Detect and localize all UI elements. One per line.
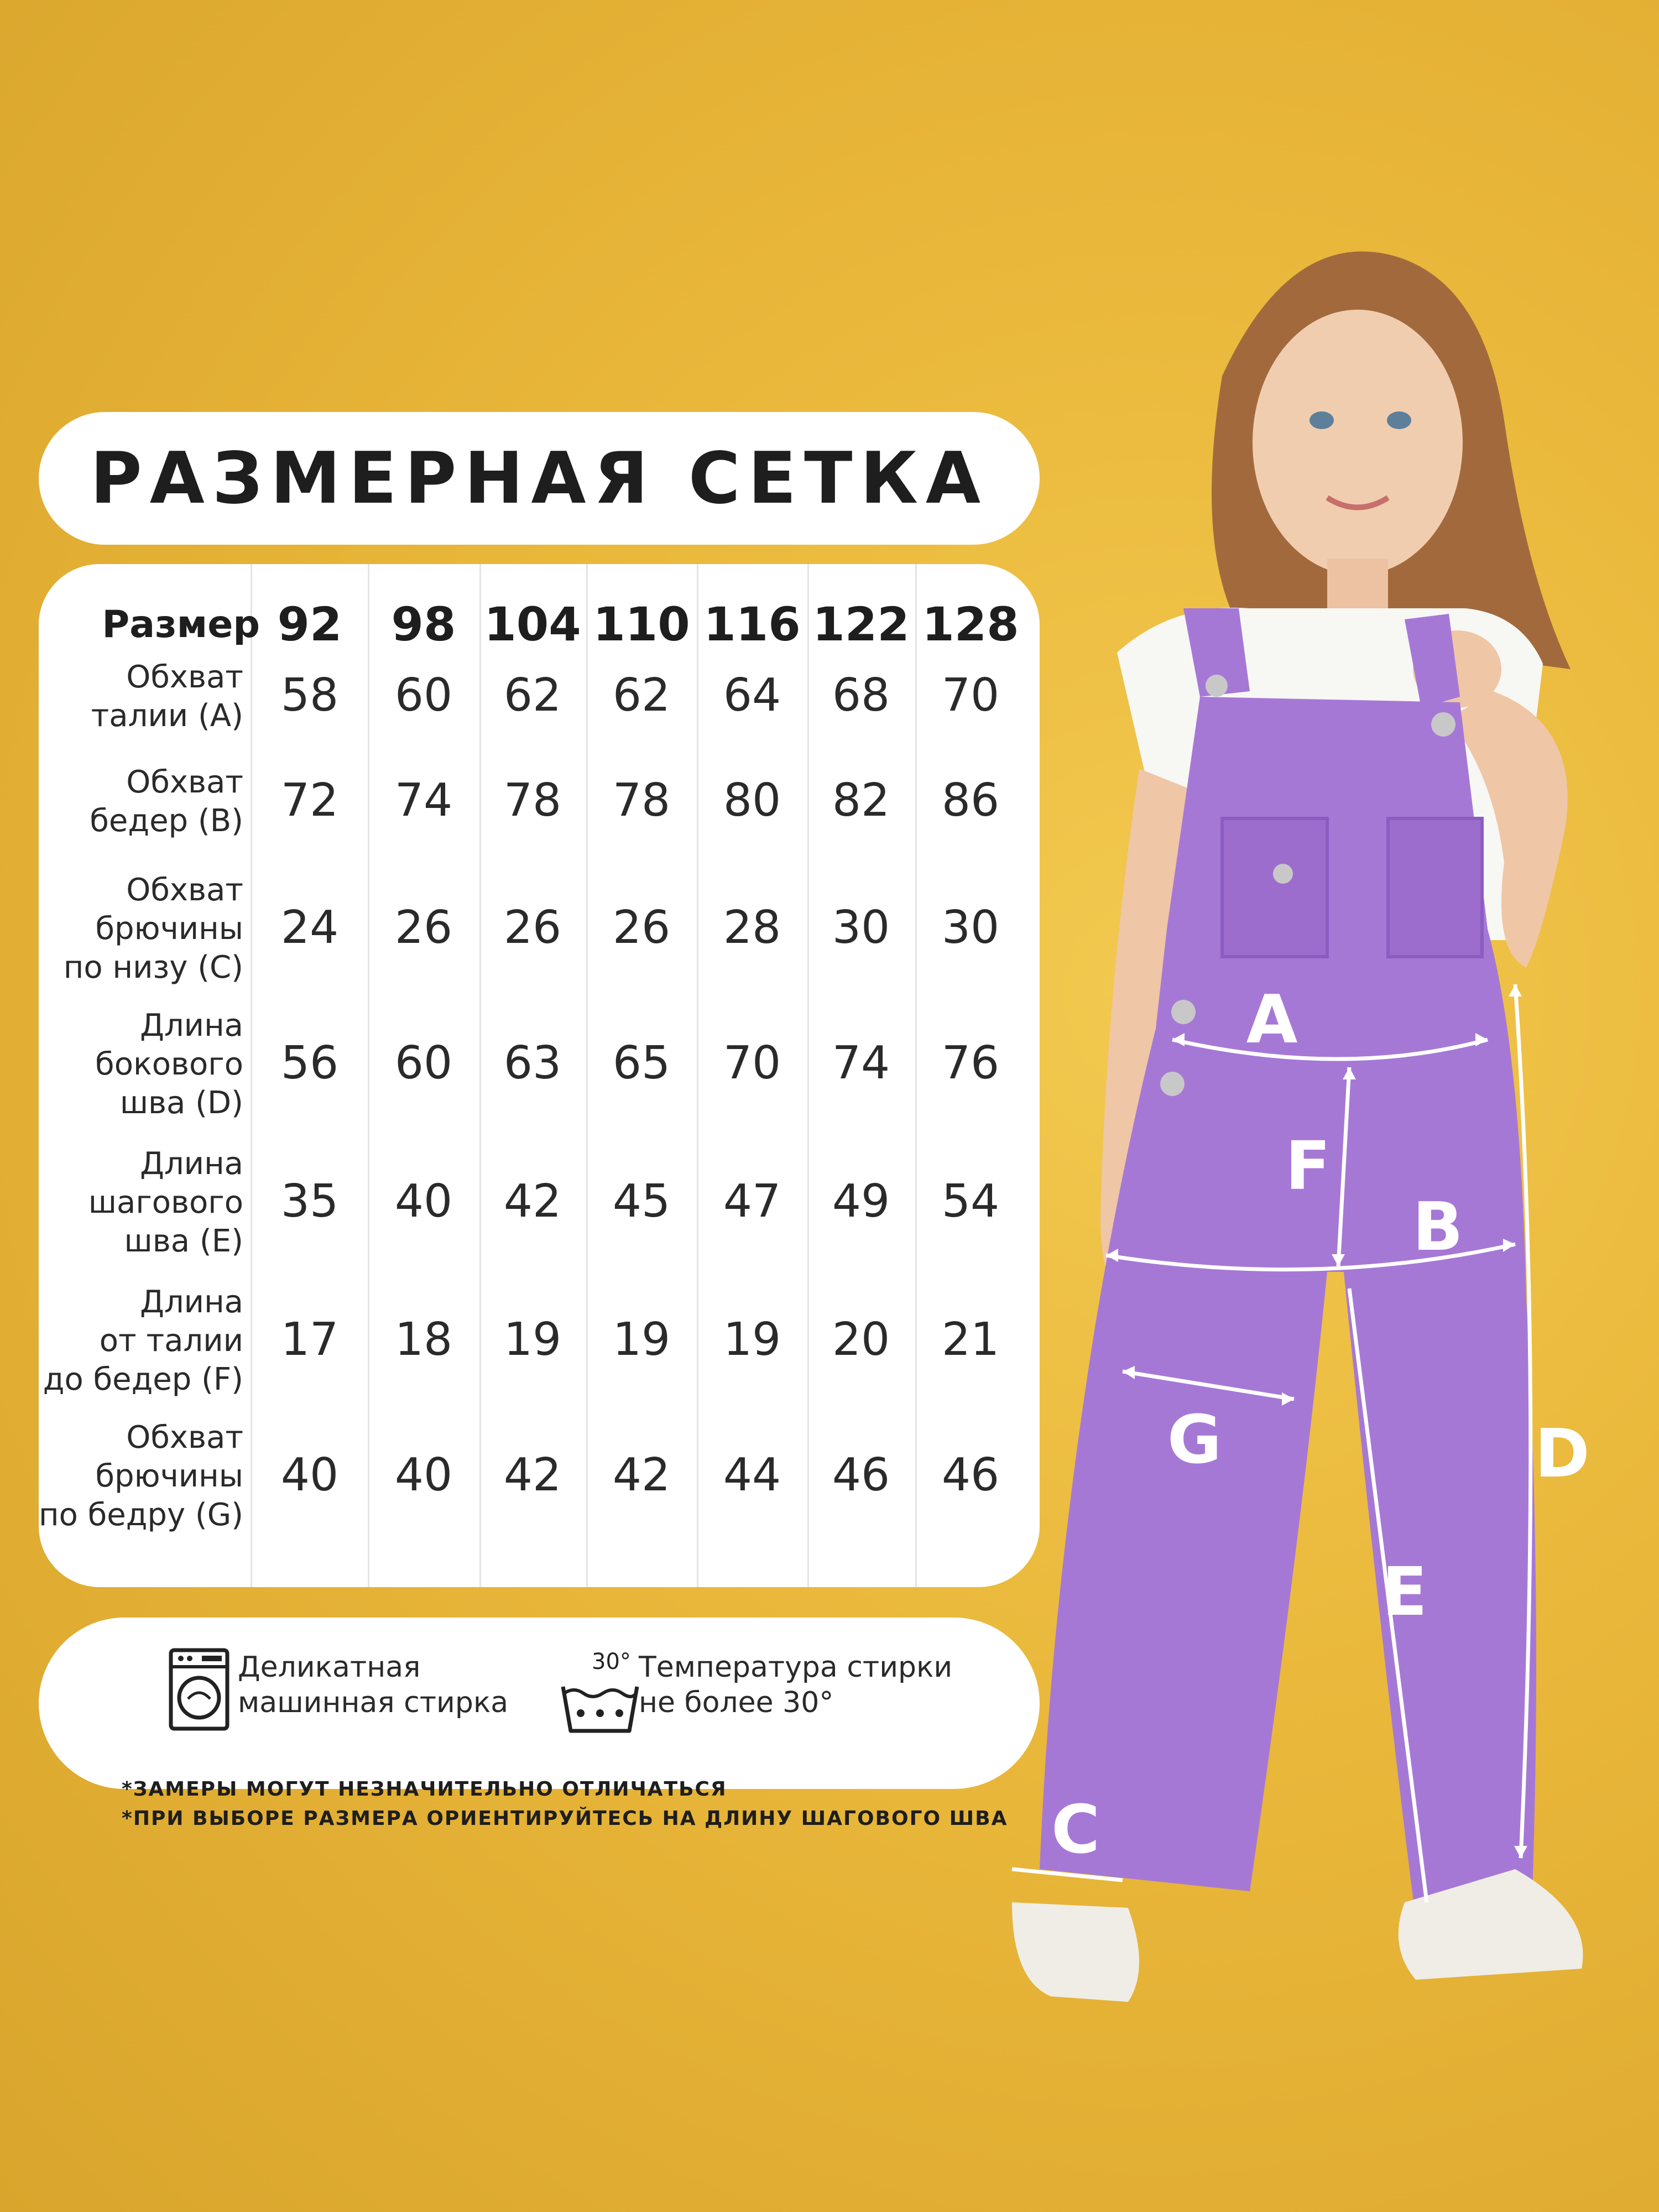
- table-cell: 28: [723, 901, 781, 954]
- table-cell: 63: [503, 1037, 562, 1089]
- table-cell: 49: [832, 1175, 890, 1228]
- table-cell: 60: [394, 669, 453, 722]
- table-cell: 56: [280, 1037, 339, 1089]
- table-cell: 76: [941, 1037, 1000, 1089]
- table-cell: 64: [723, 669, 781, 722]
- table-cell: 24: [280, 901, 339, 954]
- row-label: Обхват брючины по низу (C): [63, 872, 243, 985]
- care-instructions: [39, 1618, 1040, 1789]
- table-cell: 17: [280, 1313, 339, 1366]
- table-cell: 70: [941, 669, 1000, 722]
- letter-c: C: [1051, 1792, 1100, 1869]
- size-header: 104: [484, 597, 581, 651]
- table-cell: 26: [394, 901, 453, 954]
- letter-d: D: [1535, 1416, 1590, 1493]
- row-label: Длина бокового шва (D): [95, 1008, 243, 1121]
- washing-machine-icon: [169, 1648, 229, 1731]
- table-cell: 42: [503, 1175, 562, 1228]
- model-photo: [995, 0, 1659, 2212]
- svg-text:30°: 30°: [592, 1649, 631, 1674]
- table-cell: 78: [503, 774, 562, 827]
- table-cell: 19: [612, 1313, 671, 1366]
- table-cell: 26: [612, 901, 671, 954]
- note-measurements: *ЗАМЕРЫ МОГУТ НЕЗНАЧИТЕЛЬНО ОТЛИЧАТЬСЯ: [122, 1778, 727, 1801]
- size-header: 116: [703, 597, 801, 651]
- temperature-text: Температура стирки не более 30°: [639, 1651, 953, 1719]
- row-label: Обхват талии (A): [91, 659, 243, 734]
- page-title: РАЗМЕРНАЯ СЕТКА: [90, 437, 989, 520]
- table-cell: 46: [941, 1449, 1000, 1501]
- table-cell: 74: [832, 1037, 890, 1089]
- row-label: Обхват бедер (B): [90, 764, 243, 839]
- wash-30-icon: [559, 1642, 641, 1736]
- table-cell: 20: [832, 1313, 890, 1366]
- column-divider: [251, 564, 252, 1587]
- size-table: [39, 564, 1040, 1587]
- table-cell: 72: [280, 774, 339, 827]
- table-cell: 78: [612, 774, 671, 827]
- table-cell: 80: [723, 774, 781, 827]
- table-cell: 18: [394, 1313, 453, 1366]
- size-header-label: Размер: [102, 603, 260, 646]
- table-cell: 74: [394, 774, 453, 827]
- table-cell: 58: [280, 669, 339, 722]
- table-cell: 42: [612, 1449, 671, 1501]
- title-pill: [39, 412, 1040, 545]
- table-cell: 68: [832, 669, 890, 722]
- letter-b: B: [1412, 1189, 1463, 1266]
- row-label: Обхват брючины по бедру (G): [39, 1420, 243, 1533]
- table-cell: 62: [612, 669, 671, 722]
- size-header: 128: [922, 597, 1019, 651]
- table-cell: 46: [832, 1449, 890, 1501]
- size-header: 110: [593, 597, 690, 651]
- note-size-choice: *ПРИ ВЫБОРЕ РАЗМЕРА ОРИЕНТИРУЙТЕСЬ НА ДЛИНУ ШАГОВОГО ШВА: [122, 1807, 1008, 1830]
- table-cell: 35: [280, 1175, 339, 1228]
- letter-a: A: [1246, 982, 1298, 1058]
- table-cell: 40: [394, 1175, 453, 1228]
- table-cell: 44: [723, 1449, 781, 1501]
- table-cell: 54: [941, 1175, 1000, 1228]
- table-cell: 30: [832, 901, 890, 954]
- table-cell: 60: [394, 1037, 453, 1089]
- table-cell: 82: [832, 774, 890, 827]
- table-cell: 40: [394, 1449, 453, 1501]
- letter-f: F: [1285, 1128, 1331, 1205]
- size-header: 122: [812, 597, 910, 651]
- table-cell: 26: [503, 901, 562, 954]
- table-cell: 42: [503, 1449, 562, 1501]
- table-cell: 19: [723, 1313, 781, 1366]
- letter-e: E: [1382, 1554, 1427, 1631]
- left-sneaker: [1012, 1902, 1139, 2002]
- row-label: Длина от талии до бедер (F): [43, 1284, 243, 1397]
- size-header: 92: [277, 597, 342, 651]
- table-cell: 70: [723, 1037, 781, 1089]
- table-cell: 62: [503, 669, 562, 722]
- table-cell: 47: [723, 1175, 781, 1228]
- delicate-wash-text: Деликатная машинная стирка: [238, 1651, 509, 1719]
- row-label: Длина шагового шва (E): [88, 1146, 243, 1259]
- table-cell: 40: [280, 1449, 339, 1501]
- table-cell: 19: [503, 1313, 562, 1366]
- table-cell: 65: [612, 1037, 671, 1089]
- table-cell: 45: [612, 1175, 671, 1228]
- size-header: 98: [391, 597, 456, 651]
- letter-g: G: [1167, 1402, 1222, 1479]
- table-cell: 30: [941, 901, 1000, 954]
- table-cell: 86: [941, 774, 1000, 827]
- face: [1253, 310, 1463, 575]
- table-cell: 21: [941, 1313, 1000, 1366]
